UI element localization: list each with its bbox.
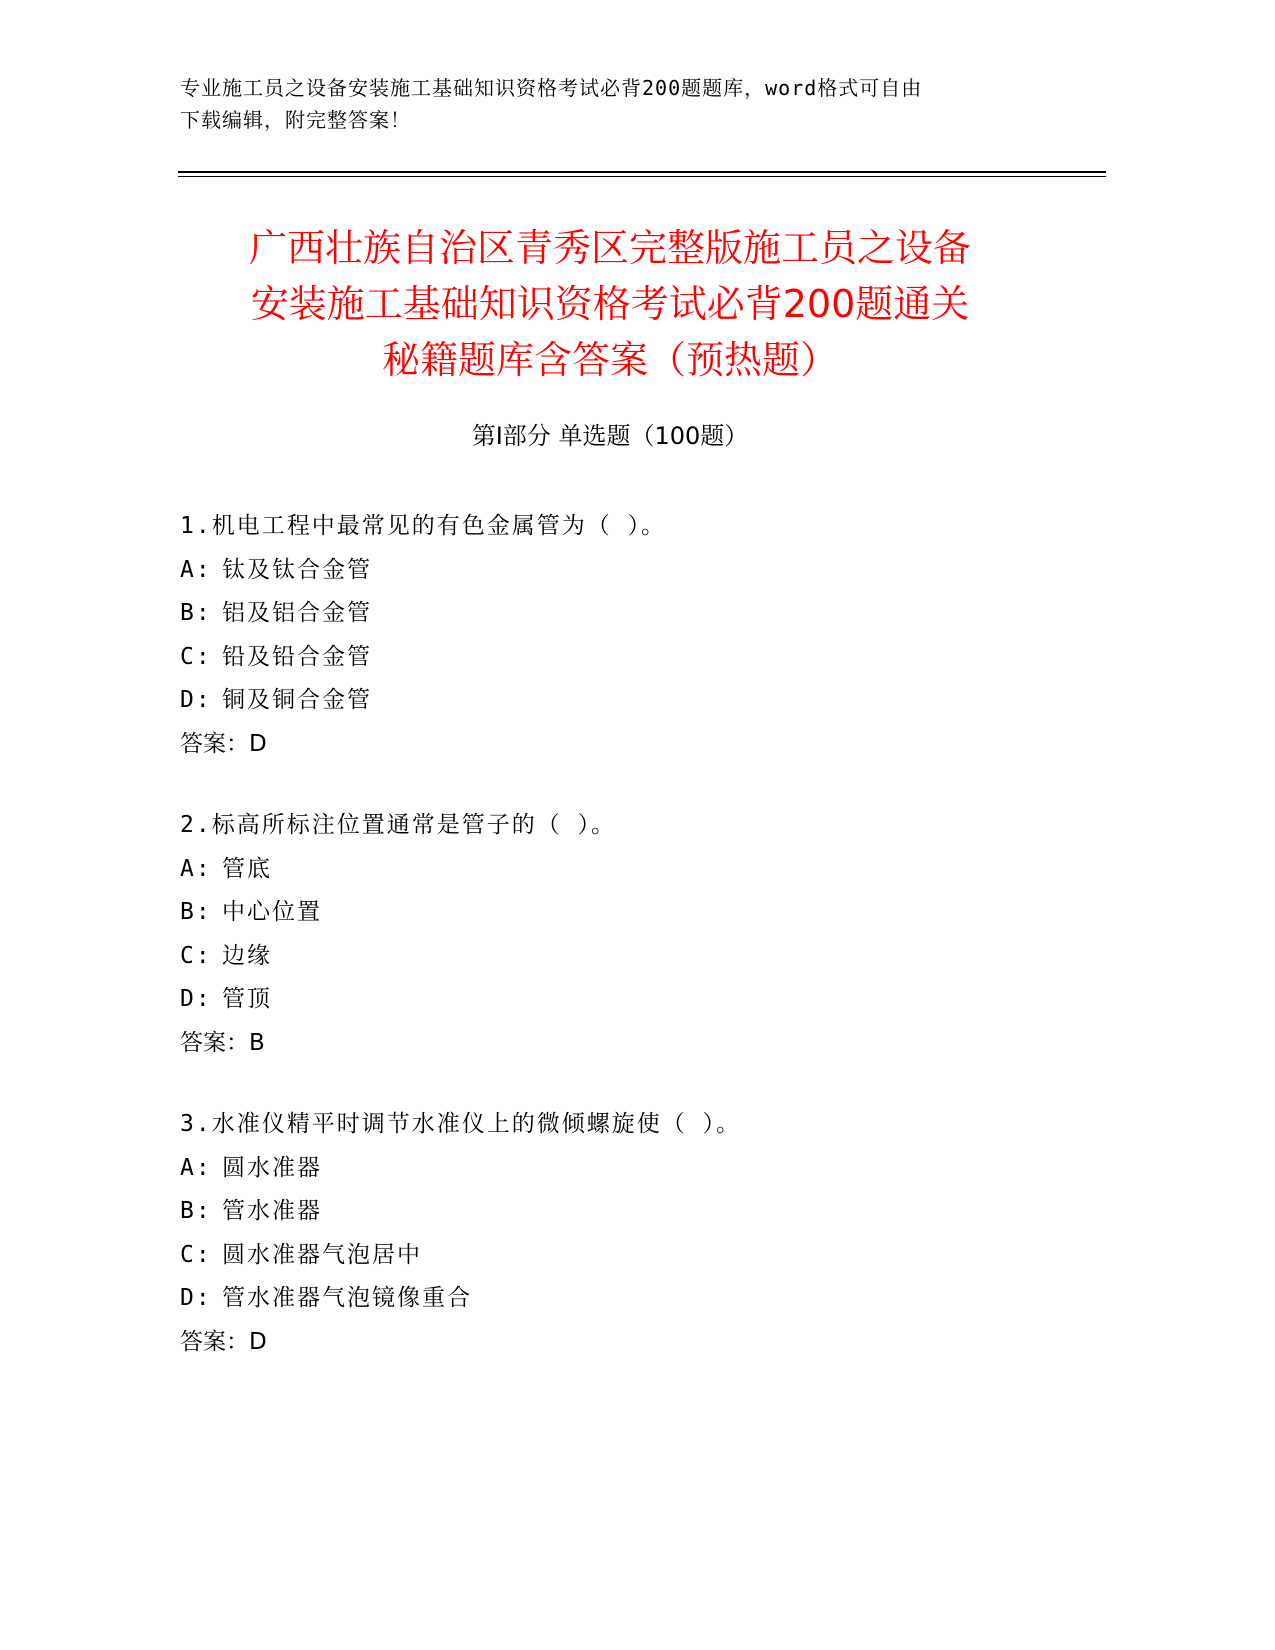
- header-divider-thick: [178, 171, 1106, 173]
- option-a: [180, 549, 1080, 593]
- section-title: 第Ⅰ部分 单选题（100题）: [471, 422, 749, 450]
- option-letter: A:: [180, 556, 212, 583]
- question-1: [180, 505, 1080, 766]
- question-list: [180, 505, 1080, 1402]
- option-letter: B:: [180, 1198, 212, 1224]
- option-text: 钛及钛合金管: [222, 556, 372, 583]
- option-text: 铝及铝合金管: [222, 600, 372, 626]
- option-a: [180, 1147, 1080, 1191]
- option-letter: A:: [180, 1154, 212, 1181]
- option-b: [180, 592, 1080, 636]
- option-text: 圆水准器: [222, 1154, 322, 1181]
- option-c: [180, 636, 1080, 680]
- option-a: [180, 848, 1080, 892]
- option-letter: B:: [180, 899, 212, 925]
- header-divider-thin: [178, 176, 1106, 177]
- option-letter: C:: [180, 643, 212, 670]
- option-text: 边缘: [222, 942, 272, 969]
- answer-line: 答案：D: [180, 1328, 267, 1355]
- option-letter: D:: [180, 1285, 212, 1311]
- header-note: [180, 72, 1040, 136]
- document-title-line-3: 秘籍题库含答案（预热题）: [381, 338, 838, 382]
- option-letter: B:: [180, 600, 212, 626]
- document-title-line-1: 广西壮族自治区青秀区完整版施工员之设备: [248, 226, 971, 270]
- option-d: [180, 1277, 1080, 1321]
- option-c: [180, 1234, 1080, 1278]
- option-text: 中心位置: [222, 899, 322, 925]
- option-letter: C:: [180, 1241, 212, 1268]
- header-note-line-2: 下载编辑，附完整答案！: [180, 108, 411, 132]
- option-letter: D:: [180, 687, 212, 713]
- question-stem: 2.标高所标注位置通常是管子的（ ）。: [180, 812, 617, 838]
- question-2: [180, 804, 1080, 1065]
- document-title: [180, 220, 1040, 388]
- option-b: [180, 1190, 1080, 1234]
- option-text: 管顶: [222, 986, 272, 1012]
- option-text: 管底: [222, 855, 272, 882]
- option-letter: C:: [180, 942, 212, 969]
- option-text: 圆水准器气泡居中: [222, 1241, 422, 1268]
- option-letter: D:: [180, 986, 212, 1012]
- header-note-line-1: 专业施工员之设备安装施工基础知识资格考试必背200题题库，word格式可自由: [180, 76, 923, 100]
- question-stem: 1.机电工程中最常见的有色金属管为（ ）。: [180, 513, 667, 539]
- option-c: [180, 935, 1080, 979]
- option-text: 铅及铅合金管: [222, 643, 372, 670]
- document-title-line-2: 安装施工基础知识资格考试必背200题通关: [250, 282, 970, 326]
- option-text: 铜及铜合金管: [222, 687, 372, 713]
- answer-line: 答案：D: [180, 730, 267, 757]
- option-d: [180, 679, 1080, 723]
- option-b: [180, 891, 1080, 935]
- option-text: 管水准器气泡镜像重合: [222, 1285, 472, 1311]
- answer-line: 答案：B: [180, 1029, 265, 1056]
- option-d: [180, 978, 1080, 1022]
- question-stem: 3.水准仪精平时调节水准仪上的微倾螺旋使（ ）。: [180, 1111, 742, 1137]
- option-text: 管水准器: [222, 1198, 322, 1224]
- question-3: [180, 1103, 1080, 1364]
- option-letter: A:: [180, 855, 212, 882]
